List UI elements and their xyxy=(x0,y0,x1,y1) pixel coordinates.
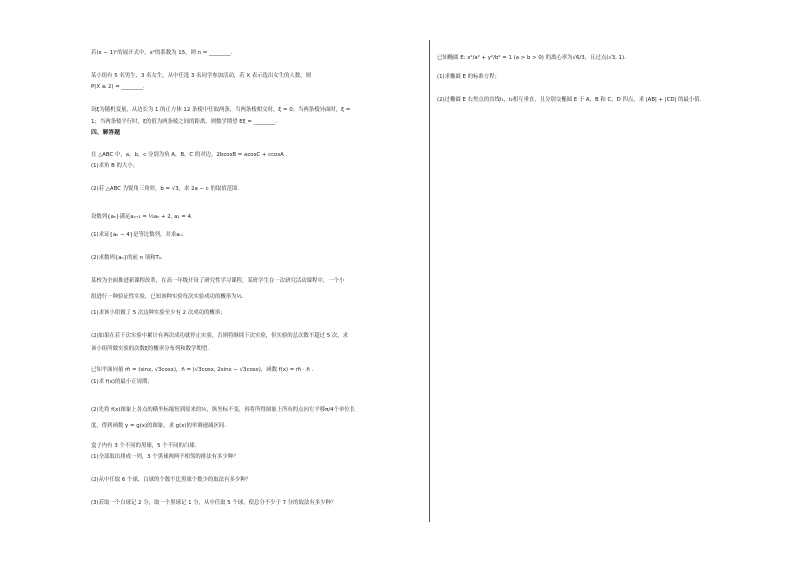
question-selection-line2: P(X ≥ 2) = ________. xyxy=(91,84,145,90)
question-ellipse-part2: (2)过椭圆 E 右焦点的直线l₁，l₂相互垂直，且分别交椭圆 E 于 A，B 和 C，D 四点，求 |AB| + |CD| 的最小值. xyxy=(437,97,702,103)
question-balls-part2: (2)从中任取 6 个球，白球的个数不比黑球个数少的取法有多少种？ xyxy=(91,477,252,483)
question-sequence-line1: 设数列{aₙ}满足aₙ₊₁ = ½aₙ + 2, a₁ = 4. xyxy=(91,214,193,220)
question-balls-part1: (1)全部取出排成一列，3 个黑球两两不相邻的排法有多少种？ xyxy=(91,454,239,460)
question-ellipse-part1: (1)求椭圆 E 的标准方程； xyxy=(437,74,500,80)
question-sequence-part2: (2)求数列{aₙ}的前 n 项和Tₙ. xyxy=(91,255,163,261)
column-divider xyxy=(429,40,430,522)
question-vector-line1: 已知平面向量 m⃗ = (sinx, √3cosx)，n⃗ = (√3cosx, 2sinx − √3cosx)，函数 f(x) = m⃗ · n⃗ . xyxy=(91,367,314,373)
section-heading: 四、解答题 xyxy=(91,130,120,136)
question-experiment-part2-line2: 该小组所做实验的次数ξ的概率分布列和数学期望. xyxy=(91,346,209,352)
question-triangle-line1: 在 △ABC 中，a，b，c 分别为角 A，B，C 的对边，2bcosB = acosC + ccosA . xyxy=(91,152,288,158)
question-experiment-line2: 组进行一种验证性实验，已知该种实验每次实验成功的概率为½. xyxy=(91,294,244,300)
question-cube-line2: 1；当两条棱平行时，ξ的值为两条棱之间的距离，则数学期望 Eξ = ________. xyxy=(91,119,277,125)
question-balls-line1: 盒子内有 3 个不同的黑球，5 个不同的白球. xyxy=(91,443,197,449)
question-triangle-part2: (2)若 △ABC 为锐角三角形，b = √3，求 2a − c 的取值范围. xyxy=(91,186,240,192)
question-sequence-part1: (1)求证{aₙ − 4}是等比数列，并求aₙ； xyxy=(91,232,188,238)
question-selection-line1: 某小组有 5 名男生、3 名女生，从中任选 3 名同学参加活动，若 X 表示选出女生的人数，则 xyxy=(91,73,312,79)
question-ellipse-line1: 已知椭圆 E: x²/a² + y²/b² = 1 (a > b > 0) 的离心率为√6/3，且过点(√3, 1). xyxy=(437,55,626,61)
question-experiment-line1: 某校为全面推进新课程改革，在高一年级开设了研究性学习课程，某班学生在一次研究活动课程中，一个小 xyxy=(91,278,345,284)
question-triangle-part1: (1)求角 B 的大小； xyxy=(91,163,139,169)
question-balls-part3: (3)若取一个白球记 2 分，取一个黑球记 1 分，从中任取 5 个球，使总分不少于 7 分的取法有多少种？ xyxy=(91,500,337,506)
question-experiment-part2-line1: (2)如果在若干次实验中累计有两次成功就停止实验，否则将继续下次实验，但实验的总次数不超过 5 次，求 xyxy=(91,333,349,339)
question-vector-part1: (1)求 f(x)的最小正周期； xyxy=(91,379,153,385)
question-cube-line1: 设ξ为随机变量，从边长为 1 的正方体 12 条棱中任取两条，当两条棱相交时，ξ = 0；当两条棱异面时，ξ = xyxy=(91,107,351,113)
question-vector-part2-line1: (2)先将 f(x)图象上各点的横坐标缩短到原来的½，纵坐标不变，再将所得图象上所有的点向左平移π/4个单位长 xyxy=(91,407,356,413)
question-binomial: 若(x − 1)ⁿ的展开式中，x²的系数为 15，则 n = ________. xyxy=(91,50,233,56)
question-vector-part2-line2: 度，得到函数 y = g(x)的图象，求 g(x)的单调递减区间. xyxy=(91,423,226,429)
question-experiment-part1: (1)求该小组做了 5 次这种实验至少有 2 次成功的概率； xyxy=(91,310,226,316)
